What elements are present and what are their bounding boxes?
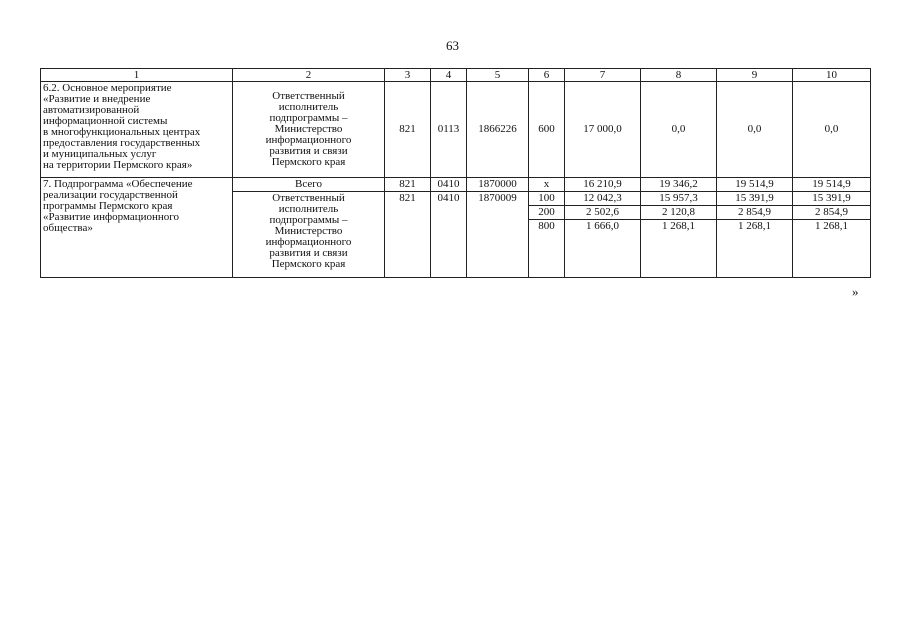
subprogram-name: 7. Подпрограмма «Обеспечение реализации государственной программы Пермского края «Развитие информационного общества» (41, 178, 233, 278)
column-number: 10 (793, 69, 871, 82)
table-row-7-total (41, 178, 871, 192)
expense-type-code: 800 (529, 220, 565, 278)
amount-col-7: 16 210,9 (565, 178, 641, 192)
target-article-code: 1866226 (467, 82, 529, 178)
grbs-code: 821 (385, 178, 431, 192)
amount-col-8: 2 120,8 (641, 206, 717, 220)
amount-col-9: 2 854,9 (717, 206, 793, 220)
section-code: 0410 (431, 192, 467, 278)
amount-col-9: 1 268,1 (717, 220, 793, 278)
amount-col-9: 15 391,9 (717, 192, 793, 206)
amount-col-8: 19 346,2 (641, 178, 717, 192)
amount-col-10: 1 268,1 (793, 220, 871, 278)
section-code: 0410 (431, 178, 467, 192)
responsible-executor: Ответственный исполнитель подпрограммы – Министерство информационного развития и связи Пермского края (233, 192, 385, 278)
amount-col-10: 2 854,9 (793, 206, 871, 220)
amount-col-9: 0,0 (717, 82, 793, 178)
column-number-row (41, 69, 871, 82)
target-article-code: 1870000 (467, 178, 529, 192)
amount-col-8: 15 957,3 (641, 192, 717, 206)
amount-col-8: 0,0 (641, 82, 717, 178)
expense-type-code: 100 (529, 192, 565, 206)
expense-type-code: 600 (529, 82, 565, 178)
amount-col-7: 2 502,6 (565, 206, 641, 220)
column-number: 4 (431, 69, 467, 82)
amount-col-8: 1 268,1 (641, 220, 717, 278)
responsible-executor: Ответственный исполнитель подпрограммы – Министерство информационного развития и связи Пермского края (233, 82, 385, 178)
column-number: 1 (41, 69, 233, 82)
column-number: 5 (467, 69, 529, 82)
amount-col-10: 0,0 (793, 82, 871, 178)
amount-col-10: 15 391,9 (793, 192, 871, 206)
amount-col-9: 19 514,9 (717, 178, 793, 192)
expense-type-code: 200 (529, 206, 565, 220)
page-number: 63 (446, 38, 459, 53)
amount-col-7: 12 042,3 (565, 192, 641, 206)
grbs-code: 821 (385, 82, 431, 178)
column-number: 9 (717, 69, 793, 82)
table-row-6-2 (41, 82, 871, 178)
column-number: 7 (565, 69, 641, 82)
column-number: 6 (529, 69, 565, 82)
section-code: 0113 (431, 82, 467, 178)
amount-col-7: 1 666,0 (565, 220, 641, 278)
amount-col-10: 19 514,9 (793, 178, 871, 192)
activity-name: 6.2. Основное мероприятие «Развитие и внедрение автоматизированной информационной системы в многофункциональных центрах предоставления государственных и муниципальных услуг на территории Пермского края» (41, 82, 233, 178)
grbs-code: 821 (385, 192, 431, 278)
closing-quote-mark: » (852, 284, 859, 299)
column-number: 8 (641, 69, 717, 82)
expense-type-code: х (529, 178, 565, 192)
column-number: 3 (385, 69, 431, 82)
total-label: Всего (233, 178, 385, 192)
amount-col-7: 17 000,0 (565, 82, 641, 178)
target-article-code: 1870009 (467, 192, 529, 278)
budget-table (40, 68, 871, 278)
column-number: 2 (233, 69, 385, 82)
